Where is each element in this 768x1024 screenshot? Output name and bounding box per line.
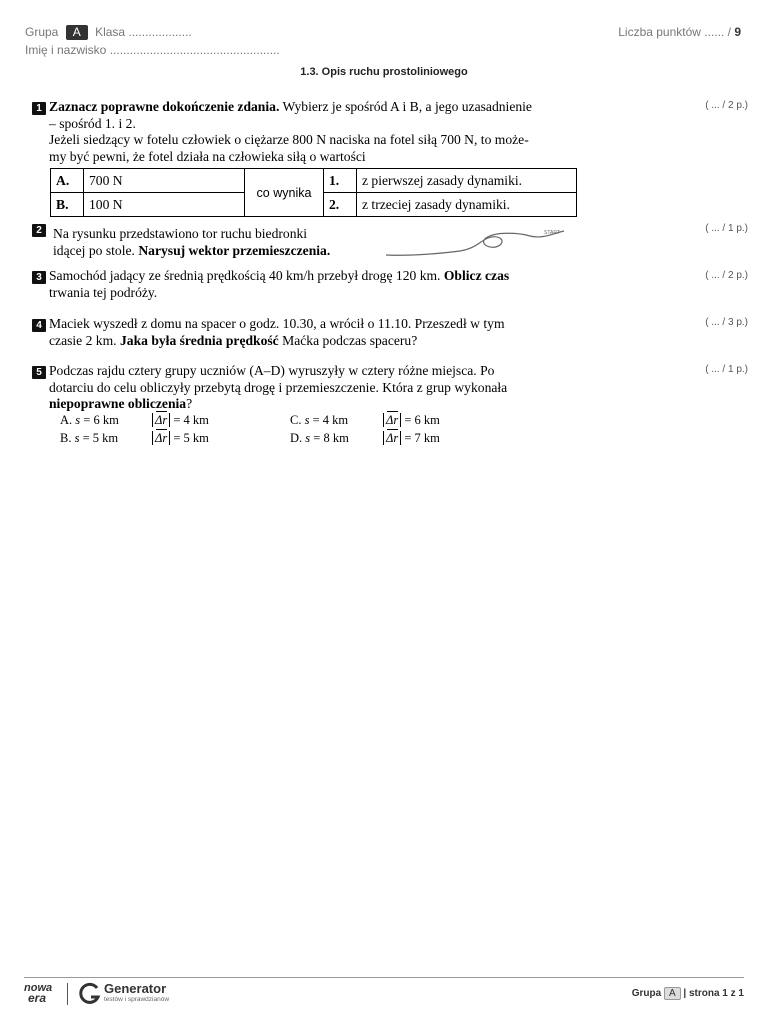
points-summary [618,25,741,39]
group-label: Grupa [25,25,59,39]
q4-line1: Maciek wyszedł z domu na spacer o godz. 10.30, a wrócił o 11.10. Przeszedł w tym [49,316,505,331]
connector-text: co wynika [245,169,324,217]
group-field [25,25,192,40]
points-label: Liczba punktów ...... / [618,25,731,39]
displacement-value: = 5 km [173,431,209,445]
option-b-value[interactable]: 100 N [84,193,245,217]
generator-logo-icon [78,982,102,1006]
q1-instruction: Zaznacz poprawne dokończenie zdania. [49,99,280,114]
q1-line4: my być pewni, że fotel działa na człowieka siłą o wartości [49,148,366,164]
distance-symbol: s [74,431,80,445]
displacement-value: = 6 km [404,413,440,427]
q5-option-a-displacement [152,413,209,428]
displacement-value: = 4 km [173,413,209,427]
ladybug-path [386,231,564,255]
start-label: START [544,230,560,236]
option-2-value[interactable]: z trzeciej zasady dynamiki. [357,193,577,217]
q3-text: Samochód jadący ze średnią prędkością 40 km/h przebył drogę 120 km. [49,268,444,283]
logo-separator [67,983,68,1005]
distance-symbol: s [75,413,81,427]
question-number-2: 2 [32,224,46,237]
q2-line1: Na rysunku przedstawiono tor ruchu biedronki [53,226,308,241]
q5-line2: dotarciu do celu obliczyły przebytą drogę i przemieszczenie. Która z grup wykonała [49,379,508,395]
nowa-era-logo [24,983,64,1003]
footer-group-badge: A [664,987,681,1000]
footer-page-number: | strona 1 z 1 [683,988,744,999]
distance-symbol: s [304,413,310,427]
q1-points: ( ... / 2 p.) [705,100,748,111]
q5-instruction: niepoprawne obliczenia [49,396,187,411]
q1-instruction-rest: Wybierz je spośród A i B, a jego uzasadnienie [279,99,532,114]
question-number-4: 4 [32,319,46,332]
displacement-value: = 7 km [404,431,440,445]
option-1-value[interactable]: z pierwszej zasady dynamiki. [357,169,577,193]
brand-name: Generator [104,981,167,996]
q5-line3-rest: ? [186,396,193,411]
footer-group-label: Grupa [631,988,662,999]
option-b-label: B. [51,193,84,217]
q4-instruction: Jaka była średnia prędkość [119,332,279,348]
question-4-text [49,316,609,349]
brand-subtitle: testów i sprawdzianów [104,996,170,1003]
displacement-symbol: Δr [155,413,168,427]
question-number-3: 3 [32,271,46,284]
distance-value: = 4 km [312,413,349,427]
option-2-label: 2. [324,193,357,217]
question-2-text [53,226,373,259]
option-label: C. [290,413,302,427]
question-5-text [49,363,609,413]
q5-option-a[interactable] [60,413,119,428]
displacement-symbol: Δr [155,431,168,445]
question-number-1: 1 [32,102,46,115]
section-title: 1.3. Opis ruchu prostoliniowego [300,66,468,78]
q5-option-b[interactable] [60,431,118,446]
question-3-text [49,268,609,301]
points-total: 9 [734,25,741,39]
q5-points: ( ... / 1 p.) [705,364,748,375]
distance-value: = 5 km [82,431,119,445]
ladybug-path-figure [382,222,572,264]
option-label: D. [290,431,303,445]
q4-line2: czasie 2 km. [49,332,120,348]
distance-symbol: s [305,431,311,445]
footer-divider [24,977,744,978]
q5-option-d[interactable] [290,431,349,446]
option-a-value[interactable]: 700 N [84,169,245,193]
q5-option-d-displacement [383,431,440,446]
distance-value: = 8 km [313,431,349,445]
option-label: B. [60,431,72,445]
name-field: Imię i nazwisko ................................................... [25,43,280,57]
q1-line3: Jeżeli siedzący w fotelu człowiek o ciężarze 800 N naciska na fotel siłą 700 N, to może- [49,132,529,147]
question-number-5: 5 [32,366,46,379]
q5-option-c[interactable] [290,413,348,428]
question-1-text [49,99,609,165]
group-badge: A [66,25,88,40]
logo-text-1: nowa [24,982,53,994]
q3-instruction: Oblicz czas [443,268,510,283]
q4-points: ( ... / 3 p.) [705,317,748,328]
q5-line1: Podczas rajdu cztery grupy uczniów (A–D) wyruszyły w cztery różne miejsca. Po [49,363,495,378]
q5-option-b-displacement [152,431,209,446]
q2-instruction: Narysuj wektor przemieszczenia. [138,242,331,258]
q2-points: ( ... / 1 p.) [705,223,748,234]
q1-line2: – spośród 1. i 2. [49,115,136,131]
q4-line2-rest: Maćka podczas spaceru? [278,332,418,348]
logo-text-2: era [28,991,47,1005]
class-field: Klasa ................... [95,25,192,39]
q3-line2: trwania tej podróży. [49,284,158,300]
distance-value: = 6 km [83,413,119,427]
option-label: A. [60,413,73,427]
q2-line2: idącej po stole. [53,242,139,258]
displacement-symbol: Δr [386,431,399,445]
footer-page-info [632,987,744,1000]
q3-points: ( ... / 2 p.) [705,270,748,281]
generator-brand [104,981,169,1004]
option-1-label: 1. [324,169,357,193]
option-a-label: A. [51,169,84,193]
q5-option-c-displacement [383,413,440,428]
q1-answer-table [50,168,577,217]
displacement-symbol: Δr [386,413,399,427]
